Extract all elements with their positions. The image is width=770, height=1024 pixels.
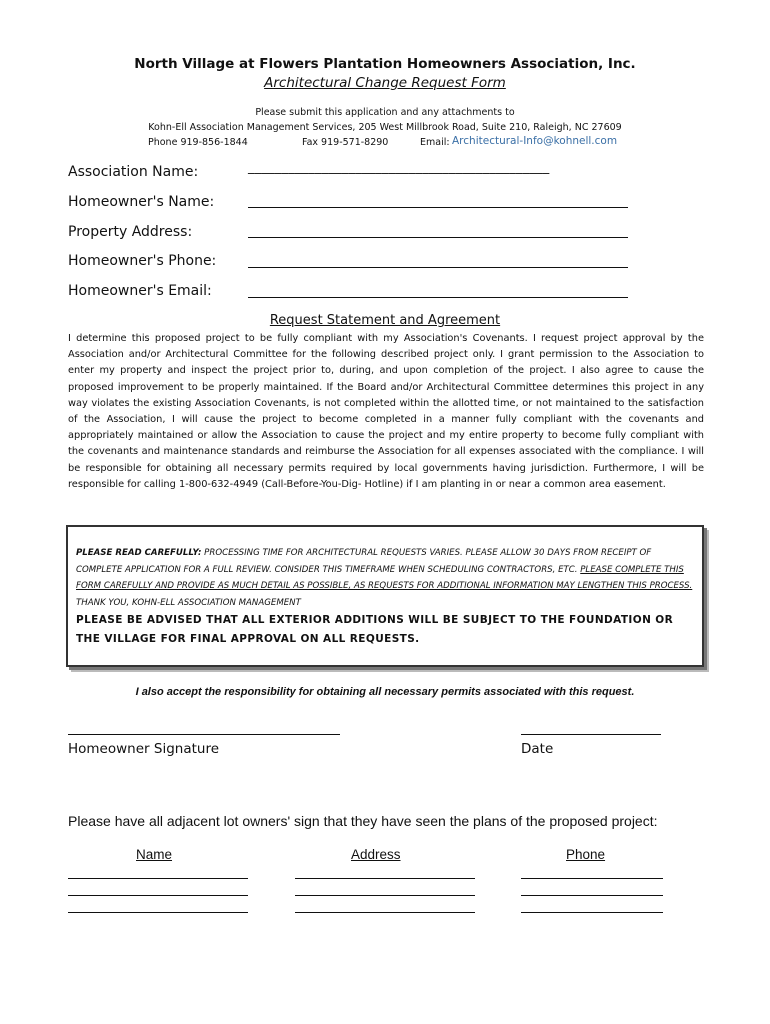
form-title: Architectural Change Request Form [264, 75, 506, 91]
association-name-label: Association Name: [68, 164, 199, 180]
notice-lead: PLEASE READ CAREFULLY: [76, 548, 202, 558]
homeowner-phone-field[interactable] [248, 267, 628, 268]
email-label: Email: [420, 137, 450, 148]
homeowner-email-field[interactable] [248, 297, 628, 298]
association-name-field[interactable]: _____________________________________________ [248, 160, 550, 175]
acceptance-statement: I also accept the responsibility for obtaining all necessary permits associated with this request. [135, 686, 635, 698]
statement-heading: Request Statement and Agreement [269, 313, 501, 328]
date-field[interactable] [521, 734, 661, 735]
association-title: North Village at Flowers Plantation Homeowners Association, Inc. [134, 56, 636, 72]
adjacent-owners-instruction: Please have all adjacent lot owners' sign that they have seen the plans of the proposed project: [68, 813, 658, 829]
column-name-header: Name [136, 847, 173, 862]
neighbor-name-field[interactable] [68, 912, 248, 913]
submit-instruction: Please submit this application and any attachments to [255, 107, 515, 118]
neighbor-phone-field[interactable] [521, 878, 663, 879]
neighbor-name-field[interactable] [68, 878, 248, 879]
neighbor-address-field[interactable] [295, 895, 475, 896]
fax-number: Fax 919-571-8290 [302, 137, 389, 148]
neighbor-name-field[interactable] [68, 895, 248, 896]
neighbor-address-field[interactable] [295, 912, 475, 913]
neighbor-phone-field[interactable] [521, 895, 663, 896]
column-address-header: Address [351, 847, 401, 862]
statement-body: I determine this proposed project to be fully compliant with my Association's Covenants. I request project approval by the Association and/or Architectural Committee for the following described project only. I grant permission to the Association to enter my property and inspect the project prior to, during, and upon completion of the project. I also agree to cause the proposed improvement to be properly maintained. If the Board and/or Architectural Committee determines this project in any way violates the existing Association Covenants, is not completed within the allotted time, or not maintained to the satisfaction of the Association, I will cause the project to become completed in a manner fully compliant with the covenants and appropriately maintained or allow the Association to cause the project and my entire property to become fully compliant with the covenants and maintenance standards and reimburse the Association for all expenses associated with the compliance. I will be responsible for obtaining all necessary permits required by local governments having jurisdiction. Furthermore, I will be responsible for calling 1-800-632-4949 (Call-Before-You-Dig- Hotline) if I am planting in or near a common area easement. [68, 333, 704, 490]
homeowner-name-label: Homeowner's Name: [68, 194, 215, 210]
date-label: Date [521, 741, 554, 757]
property-address-field[interactable] [248, 237, 628, 238]
homeowner-email-label: Homeowner's Email: [68, 283, 212, 299]
notice-box [66, 525, 704, 667]
neighbor-address-field[interactable] [295, 878, 475, 879]
homeowner-signature-label: Homeowner Signature [68, 741, 219, 757]
column-phone-header: Phone [566, 847, 606, 862]
email-link[interactable]: Architectural-Info@kohnell.com [452, 135, 618, 147]
property-address-label: Property Address: [68, 224, 193, 240]
neighbor-phone-field[interactable] [521, 912, 663, 913]
notice-complete-carefully: PLEASE COMPLETE THIS FORM CAREFULLY AND PROVIDE AS MUCH DETAIL AS POSSIBLE, AS REQUESTS FOR ADDITIONAL INFORMATION MAY LENGTHEN THIS PROCESS. [76, 564, 693, 591]
notice-processing: PROCESSING TIME FOR ARCHITECTURAL REQUESTS VARIES. PLEASE ALLOW 30 DAYS FROM RECEIPT OF COMPLETE APPLICATION FOR A FULL REVIEW. CONSIDER THIS TIMEFRAME WHEN SCHEDULING CONTRACTORS, ETC. [76, 548, 652, 575]
homeowner-signature-field[interactable] [68, 734, 340, 735]
notice-text [76, 545, 696, 611]
phone-number: Phone 919-856-1844 [148, 137, 248, 148]
notice-advised: PLEASE BE ADVISED THAT ALL EXTERIOR ADDITIONS WILL BE SUBJECT TO THE FOUNDATION OR THE VILLAGE FOR FINAL APPROVAL ON ALL REQUESTS. [76, 614, 674, 645]
homeowner-name-field[interactable] [248, 207, 628, 208]
notice-thanks: THANK YOU, KOHN-ELL ASSOCIATION MANAGEMENT [76, 597, 301, 608]
homeowner-phone-label: Homeowner's Phone: [68, 253, 217, 269]
management-address: Kohn-Ell Association Management Services, 205 West Millbrook Road, Suite 210, Raleigh, NC 27609 [148, 122, 622, 133]
